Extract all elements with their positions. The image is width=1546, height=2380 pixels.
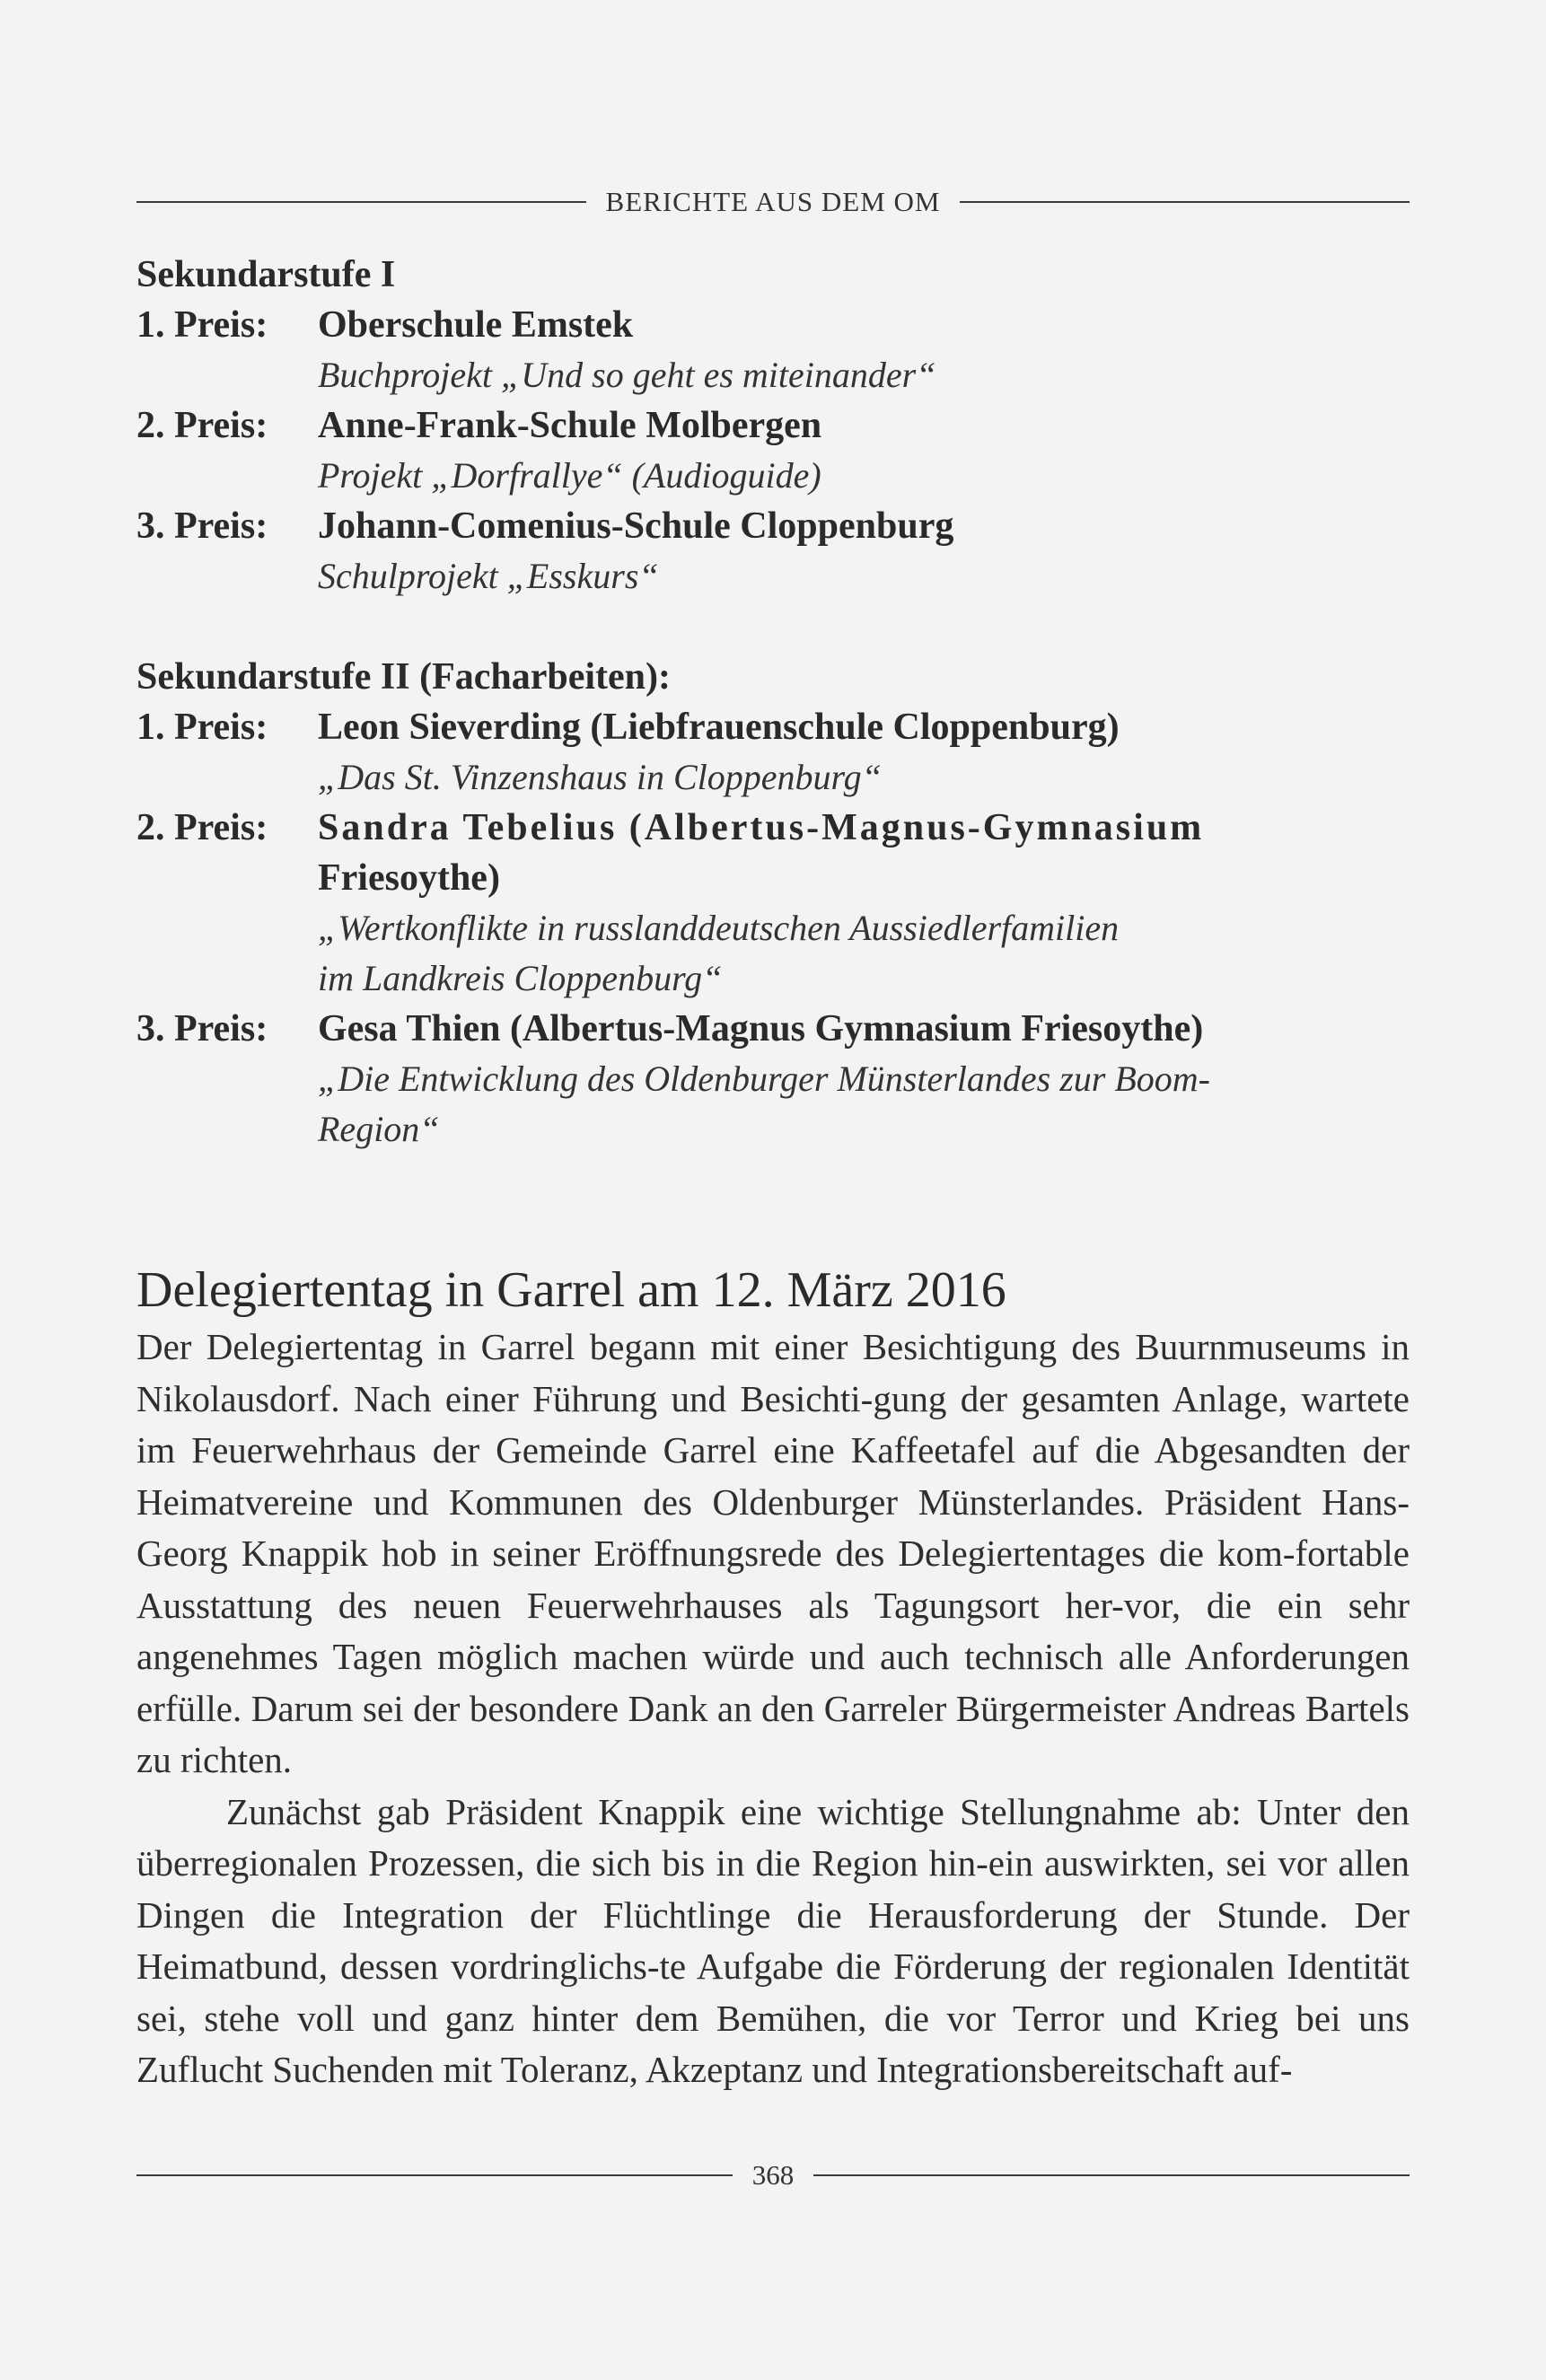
- prize-project: „Das St. Vinzenshaus in Cloppenburg“: [318, 757, 882, 797]
- page-content: [136, 250, 1410, 2096]
- prize-entry: [136, 1004, 1410, 1155]
- page-footer: [136, 2153, 1410, 2198]
- footer-rule-right: [813, 2174, 1410, 2176]
- prize-entry: [136, 501, 1410, 602]
- prize-winner: Anne-Frank-Schule Molbergen: [318, 405, 822, 446]
- article-paragraph-2: Zunächst gab Präsident Knappik eine wichtige Stellungnahme ab: Unter den überregionalen Prozessen, die sich bis in die Region hin-ein auswirkten, sei vor allen Dingen die Integration der Flüchtlinge die Herausforderung der Stunde. Der Heimatbund, dessen vordringlichs-te Aufgabe die Förderung der regionalen Identität sei, stehe voll und ganz hinter dem Bemühen, die vor Terror und Krieg bei uns Zuflucht Suchenden mit Toleranz, Akzeptanz und Integrationsbereitschaft auf-: [136, 1790, 1410, 2090]
- prize-label: 3. Preis:: [136, 505, 268, 547]
- prize-project-continued: Region“: [318, 1109, 440, 1149]
- prize-label: 1. Preis:: [136, 707, 268, 748]
- prize-winner-continued: Friesoythe): [318, 857, 500, 899]
- running-head-text: BERICHTE AUS DEM OM: [605, 186, 941, 217]
- prize-project: „Die Entwicklung des Oldenburger Münsterlandes zur Boom-: [318, 1058, 1210, 1099]
- prize-winner: Leon Sieverding (Liebfrauenschule Cloppenburg): [318, 707, 1120, 748]
- prize-winner: Gesa Thien (Albertus-Magnus Gymnasium Friesoythe): [318, 1008, 1204, 1049]
- prize-label: 2. Preis:: [136, 405, 268, 446]
- prize-label: 2. Preis:: [136, 807, 268, 848]
- prize-project: Schulprojekt „Esskurs“: [318, 556, 659, 596]
- section-gap: [136, 1155, 1410, 1259]
- section-heading-sek2: Sekundarstufe II (Facharbeiten):: [136, 656, 671, 698]
- article-paragraph-1: Der Delegiertentag in Garrel begann mit einer Besichtigung des Buurnmuseums in Nikolausdorf. Nach einer Führung und Besichti-gung der gesamten Anlage, wartete im Feuerwehrhaus der Gemeinde Garrel eine Kaffeetafel auf die Abgesandten der Heimatvereine und Kommunen des Oldenburger Münsterlandes. Präsident Hans-Georg Knappik hob in seiner Eröffnungsrede des Delegiertentages die kom-fortable Ausstattung des neuen Feuerwehrhauses als Tagungsort her-vor, die ein sehr angenehmes Tagen möglich machen würde und auch technisch alle Anforderungen erfülle. Darum sei der besondere Dank an den Garreler Bürgermeister Andreas Bartels zu richten.: [136, 1326, 1410, 1780]
- header-rule-left: [136, 201, 586, 203]
- prize-project-continued: im Landkreis Cloppenburg“: [318, 958, 723, 998]
- section-gap: [136, 602, 1410, 652]
- prize-entry: [136, 400, 1410, 501]
- prize-project: Buchprojekt „Und so geht es miteinander“: [318, 355, 936, 395]
- prize-winner: Johann-Comenius-Schule Cloppenburg: [318, 505, 954, 547]
- header-rule-right: [960, 201, 1410, 203]
- section-heading-sek1: Sekundarstufe I: [136, 254, 396, 295]
- prize-entry: [136, 300, 1410, 400]
- prize-label: 1. Preis:: [136, 304, 268, 346]
- prize-winner: Sandra Tebelius (Albertus-Magnus-Gymnasium: [318, 807, 1205, 848]
- prize-label: 3. Preis:: [136, 1008, 268, 1049]
- running-head: [136, 180, 1410, 224]
- prize-entry: [136, 702, 1410, 803]
- article-title: Delegiertentag in Garrel am 12. März 2016: [136, 1262, 1006, 1318]
- footer-rule-left: [136, 2174, 733, 2176]
- page-number: 368: [751, 2159, 795, 2191]
- prize-winner: Oberschule Emstek: [318, 304, 634, 346]
- prize-project: Projekt „Dorfrallye“ (Audioguide): [318, 455, 821, 496]
- prize-project: „Wertkonflikte in russlanddeutschen Aussiedlerfamilien: [318, 908, 1120, 948]
- prize-entry: [136, 803, 1410, 1004]
